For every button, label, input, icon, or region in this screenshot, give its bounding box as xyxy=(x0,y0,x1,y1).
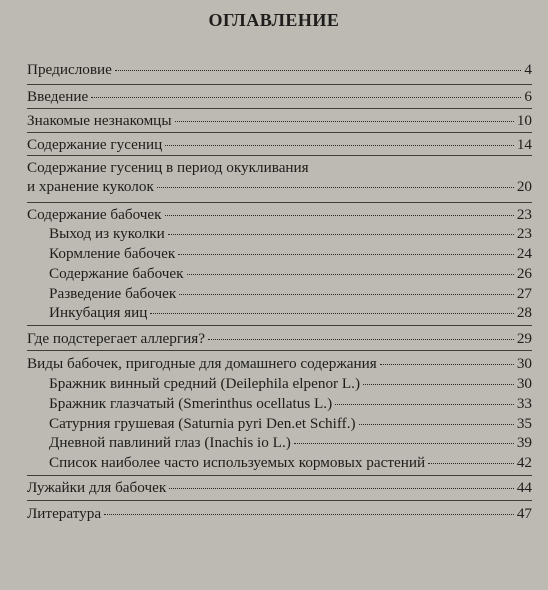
toc-entry-page: 28 xyxy=(516,304,532,321)
toc-entry-page: 29 xyxy=(516,330,532,347)
divider xyxy=(27,500,532,501)
page-title: ОГЛАВЛЕНИЕ xyxy=(208,10,340,30)
divider xyxy=(27,475,532,476)
toc-entry xyxy=(27,355,532,373)
toc-entry-page: 35 xyxy=(516,415,532,432)
dot-leader xyxy=(294,443,514,444)
toc-entry-label: Введение xyxy=(27,88,89,105)
toc-subentry xyxy=(27,265,532,283)
toc-subentry xyxy=(27,395,532,413)
dot-leader xyxy=(380,364,514,365)
toc-entry-page: 42 xyxy=(516,454,532,471)
toc-subentry xyxy=(27,285,532,303)
dot-leader xyxy=(208,339,514,340)
toc-entry-label: Предисловие xyxy=(27,61,112,78)
divider xyxy=(27,132,532,133)
toc-entry-label: Кормление бабочек xyxy=(49,245,176,262)
toc-entry xyxy=(27,505,532,523)
toc-entry-label: Выход из куколки xyxy=(49,225,165,242)
dot-leader xyxy=(178,254,514,255)
toc-entry-label: Виды бабочек, пригодные для домашнего содержания xyxy=(27,355,377,372)
toc-entry-label: Литература xyxy=(27,505,102,522)
toc-entry-label: Знакомые незнакомцы xyxy=(27,112,172,129)
dot-leader xyxy=(104,514,514,515)
divider xyxy=(27,325,532,326)
dot-leader xyxy=(115,70,521,71)
toc-subentry xyxy=(27,454,532,472)
toc-entry-label: и хранение куколок xyxy=(27,178,154,195)
toc-entry-label: Содержание гусениц xyxy=(27,136,163,153)
toc-subentry xyxy=(27,225,532,243)
toc-entry xyxy=(27,61,532,79)
toc-entry-label: Содержание бабочек xyxy=(27,206,162,223)
toc-entry xyxy=(27,206,532,224)
dot-leader xyxy=(175,121,514,122)
toc-entry-page: 24 xyxy=(516,245,532,262)
toc-entry xyxy=(27,159,532,196)
dot-leader xyxy=(157,187,514,188)
toc-entry xyxy=(27,479,532,497)
toc-entry-page: 30 xyxy=(516,375,532,392)
toc-entry-label: Лужайки для бабочек xyxy=(27,479,167,496)
dot-leader xyxy=(428,463,514,464)
dot-leader xyxy=(150,313,513,314)
toc-entry xyxy=(27,136,532,154)
toc-entry-page: 14 xyxy=(516,136,532,153)
toc-entry-label: Разведение бабочек xyxy=(49,285,177,302)
toc-entry-label: Список наиболее часто используемых кормовых растений xyxy=(49,454,426,471)
divider xyxy=(27,84,532,85)
toc-entry-page: 23 xyxy=(516,225,532,242)
divider xyxy=(27,202,532,203)
divider xyxy=(27,350,532,351)
dot-leader xyxy=(165,145,514,146)
dot-leader xyxy=(359,424,514,425)
toc-entry xyxy=(27,112,532,130)
toc-entry-page: 26 xyxy=(516,265,532,282)
dot-leader xyxy=(363,384,514,385)
toc-subentry xyxy=(27,434,532,452)
toc-entry-page: 33 xyxy=(516,395,532,412)
toc-entry-page: 44 xyxy=(516,479,532,496)
toc-entry-label: Бражник винный средний (Deilephila elpenor L.) xyxy=(49,375,361,392)
toc-entry-page: 30 xyxy=(516,355,532,372)
toc-entry-label: Где подстерегает аллергия? xyxy=(27,330,205,347)
toc-entry-page: 23 xyxy=(516,206,532,223)
toc-entry-label: Инкубация яиц xyxy=(49,304,148,321)
toc-entry-label: Сатурния грушевая (Saturnia pyri Den.et Schiff.) xyxy=(49,415,356,432)
dot-leader xyxy=(91,97,521,98)
toc-subentry xyxy=(27,415,532,433)
toc-subentry xyxy=(27,375,532,393)
dot-leader xyxy=(179,294,514,295)
dot-leader xyxy=(168,234,514,235)
toc-entry-label: Содержание бабочек xyxy=(49,265,184,282)
toc-entry-page: 47 xyxy=(516,505,532,522)
dot-leader xyxy=(187,274,514,275)
toc-entry-page: 20 xyxy=(516,178,532,195)
toc-entry-label: Дневной павлиний глаз (Inachis io L.) xyxy=(49,434,291,451)
toc-entry-page: 6 xyxy=(524,88,532,105)
divider xyxy=(27,155,532,156)
toc-entry-label: Бражник глазчатый (Smerinthus ocellatus L.) xyxy=(49,395,333,412)
toc-entry-page: 39 xyxy=(516,434,532,451)
toc-entry-page: 27 xyxy=(516,285,532,302)
toc-subentry xyxy=(27,245,532,263)
toc-entry xyxy=(27,330,532,348)
divider xyxy=(27,108,532,109)
toc-entry-label-line1: Содержание гусениц в период окукливания xyxy=(27,159,309,176)
toc-entry-page: 4 xyxy=(524,61,532,78)
toc-entry xyxy=(27,88,532,106)
dot-leader xyxy=(169,488,514,489)
dot-leader xyxy=(335,404,514,405)
toc-subentry xyxy=(27,304,532,322)
toc-entry-page: 10 xyxy=(516,112,532,129)
dot-leader xyxy=(165,215,514,216)
